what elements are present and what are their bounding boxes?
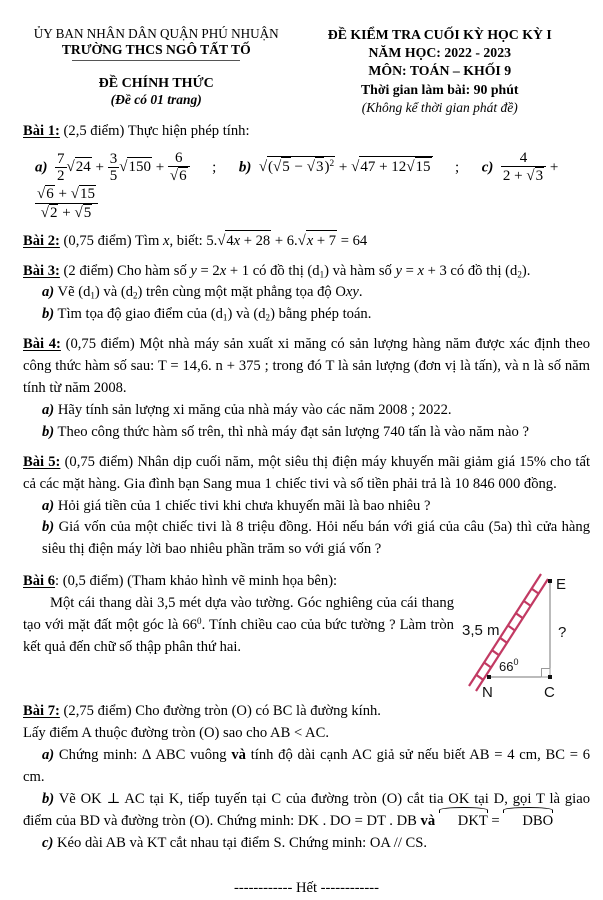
issuer-block bbox=[23, 26, 289, 117]
ladder-figure bbox=[462, 567, 590, 701]
school-year: NĂM HỌC: 2022 - 2023 bbox=[368, 45, 512, 61]
problem-4-heading: Bài 4: (0,75 điểm) Một nhà máy sản xuất xi măng có sản lượng hàng năm được xác định theo công thức hàm số sau: T = 14,6. n + 375 ; trong đó T là sản lượng (đơn vị là tấn), và n là số năm tính từ năm 2008. bbox=[23, 336, 591, 397]
duration-note: (Không kể thời gian phát đề) bbox=[361, 99, 518, 115]
point-label-n: N bbox=[482, 684, 493, 702]
exam-type: ĐỀ CHÍNH THỨC bbox=[98, 76, 214, 91]
problem-7-part-b: b) Vẽ OK ⊥ AC tại K, tiếp tuyến tại C của đường tròn (O) cắt tia OK tại D, gọi T là giao điểm của BD và đường tròn (O). Chứng minh: DK . DO = DT . DB và DKT = DBO bbox=[23, 789, 590, 833]
end-marker: ------------ Hết ------------ bbox=[233, 880, 379, 897]
exam-title: ĐỀ KIỂM TRA CUỐI KỲ HỌC KỲ I bbox=[327, 27, 552, 42]
problem-1-expressions: a) $\frac{7}{2}$ √24 + $\frac{3}{5}$ √150 + $\frac{6}{√6}$ ; b) $√(√5 - √3)^2 + √47 + 12√15$ ; c) $\frac{4}{2 + √3}$ + $\frac{√6 + √15}{√2 + √5}$ bbox=[35, 149, 563, 221]
problem-1-heading: Bài 1: (2,5 điểm) Thực hiện phép tính: bbox=[23, 122, 250, 139]
problem-5-heading: Bài 5: (0,75 điểm) Nhân dịp cuối năm, một siêu thị điện máy khuyến mãi giảm giá 15% cho tất cả các mặt hàng. Gia đình bạn Sang mua 1 chiếc tivi và số tiền phải trả là 10 846 000 đồng. bbox=[23, 453, 590, 492]
problem-5-part-b: b) Giá vốn của một chiếc tivi là 8 triệu đồng. Hỏi nếu bán với giá của câu (5a) thì cửa hàng siêu thị điện máy lời bao nhiêu phần trăm so với giá vốn ? bbox=[42, 519, 590, 558]
problem-7-heading: Bài 7: (2,75 điểm) Cho đường tròn (O) có BC là đường kính. bbox=[23, 703, 381, 720]
school-name: TRƯỜNG THCS NGÔ TẤT TỐ bbox=[61, 42, 251, 57]
angle-label: $66^0$ bbox=[499, 657, 519, 675]
pages-note: (Đề có 01 trang) bbox=[110, 92, 202, 107]
problem-7-part-c: c) Kéo dài AB và KT cắt nhau tại điểm S. Chứng minh: OA // CS. bbox=[42, 834, 428, 851]
problem-6-section bbox=[23, 571, 590, 702]
point-label-c: C bbox=[544, 684, 555, 702]
problem-7-part-a: a) Chứng minh: Δ ABC vuông và tính độ dài cạnh AC giả sử nếu biết AB = 4 cm, BC = 6 cm. bbox=[23, 746, 590, 785]
wall-height-label: ? bbox=[558, 624, 567, 642]
document-header bbox=[23, 26, 590, 117]
problem-7-intro: Lấy điểm A thuộc đường tròn (O) sao cho AB < AC. bbox=[23, 725, 329, 742]
ladder-length-label: 3,5 m bbox=[462, 622, 500, 640]
point-e-dot bbox=[548, 579, 552, 583]
problem-3-part-b: b) Tìm tọa độ giao điểm của (d1) và (d2) bằng phép toán. bbox=[42, 306, 372, 323]
subject-grade: MÔN: TOÁN – KHỐI 9 bbox=[368, 63, 512, 79]
exam-title-block bbox=[289, 26, 590, 117]
point-label-e: E bbox=[556, 576, 567, 594]
problem-3-heading: Bài 3: (2 điểm) Cho hàm số y = 2x + 1 có đồ thị (d1) và hàm số y = x + 3 có đồ thị (d2). bbox=[23, 262, 531, 279]
header-divider bbox=[72, 60, 240, 61]
point-n-dot bbox=[487, 675, 491, 679]
problem-6-heading: Bài 6: (0,5 điểm) (Tham khảo hình vẽ minh họa bên): bbox=[23, 573, 338, 590]
point-c-dot bbox=[548, 675, 552, 679]
problem-6-body: Một cái thang dài 3,5 mét dựa vào tường. Góc nghiêng của cái thang tạo với mặt đất một góc là $66^0$. Tính chiều cao của bức tường ? Làm tròn kết quả đến chữ số thập phân thứ hai. bbox=[23, 595, 454, 655]
issuer-line: ỦY BAN NHÂN DÂN QUẬN PHÚ NHUẬN bbox=[33, 26, 279, 41]
problem-3-part-a: a) Vẽ (d1) và (d2) trên cùng một mặt phẳng tọa độ Oxy. bbox=[42, 284, 363, 301]
problem-4-part-b: b) Theo công thức hàm số trên, thì nhà máy đạt sản lượng 740 tấn là vào năm nào ? bbox=[42, 423, 529, 440]
problem-2: Bài 2: (0,75 điểm) Tìm x, biết: 5.√4x + 28 + 6.√x + 7 = 64 bbox=[23, 230, 590, 253]
duration: Thời gian làm bài: 90 phút bbox=[360, 81, 519, 97]
problem-4-part-a: a) Hãy tính sản lượng xi măng của nhà máy vào các năm 2008 ; 2022. bbox=[42, 401, 452, 418]
problem-5-part-a: a) Hỏi giá tiền của 1 chiếc tivi khi chưa khuyến mãi là bao nhiêu ? bbox=[42, 497, 431, 514]
